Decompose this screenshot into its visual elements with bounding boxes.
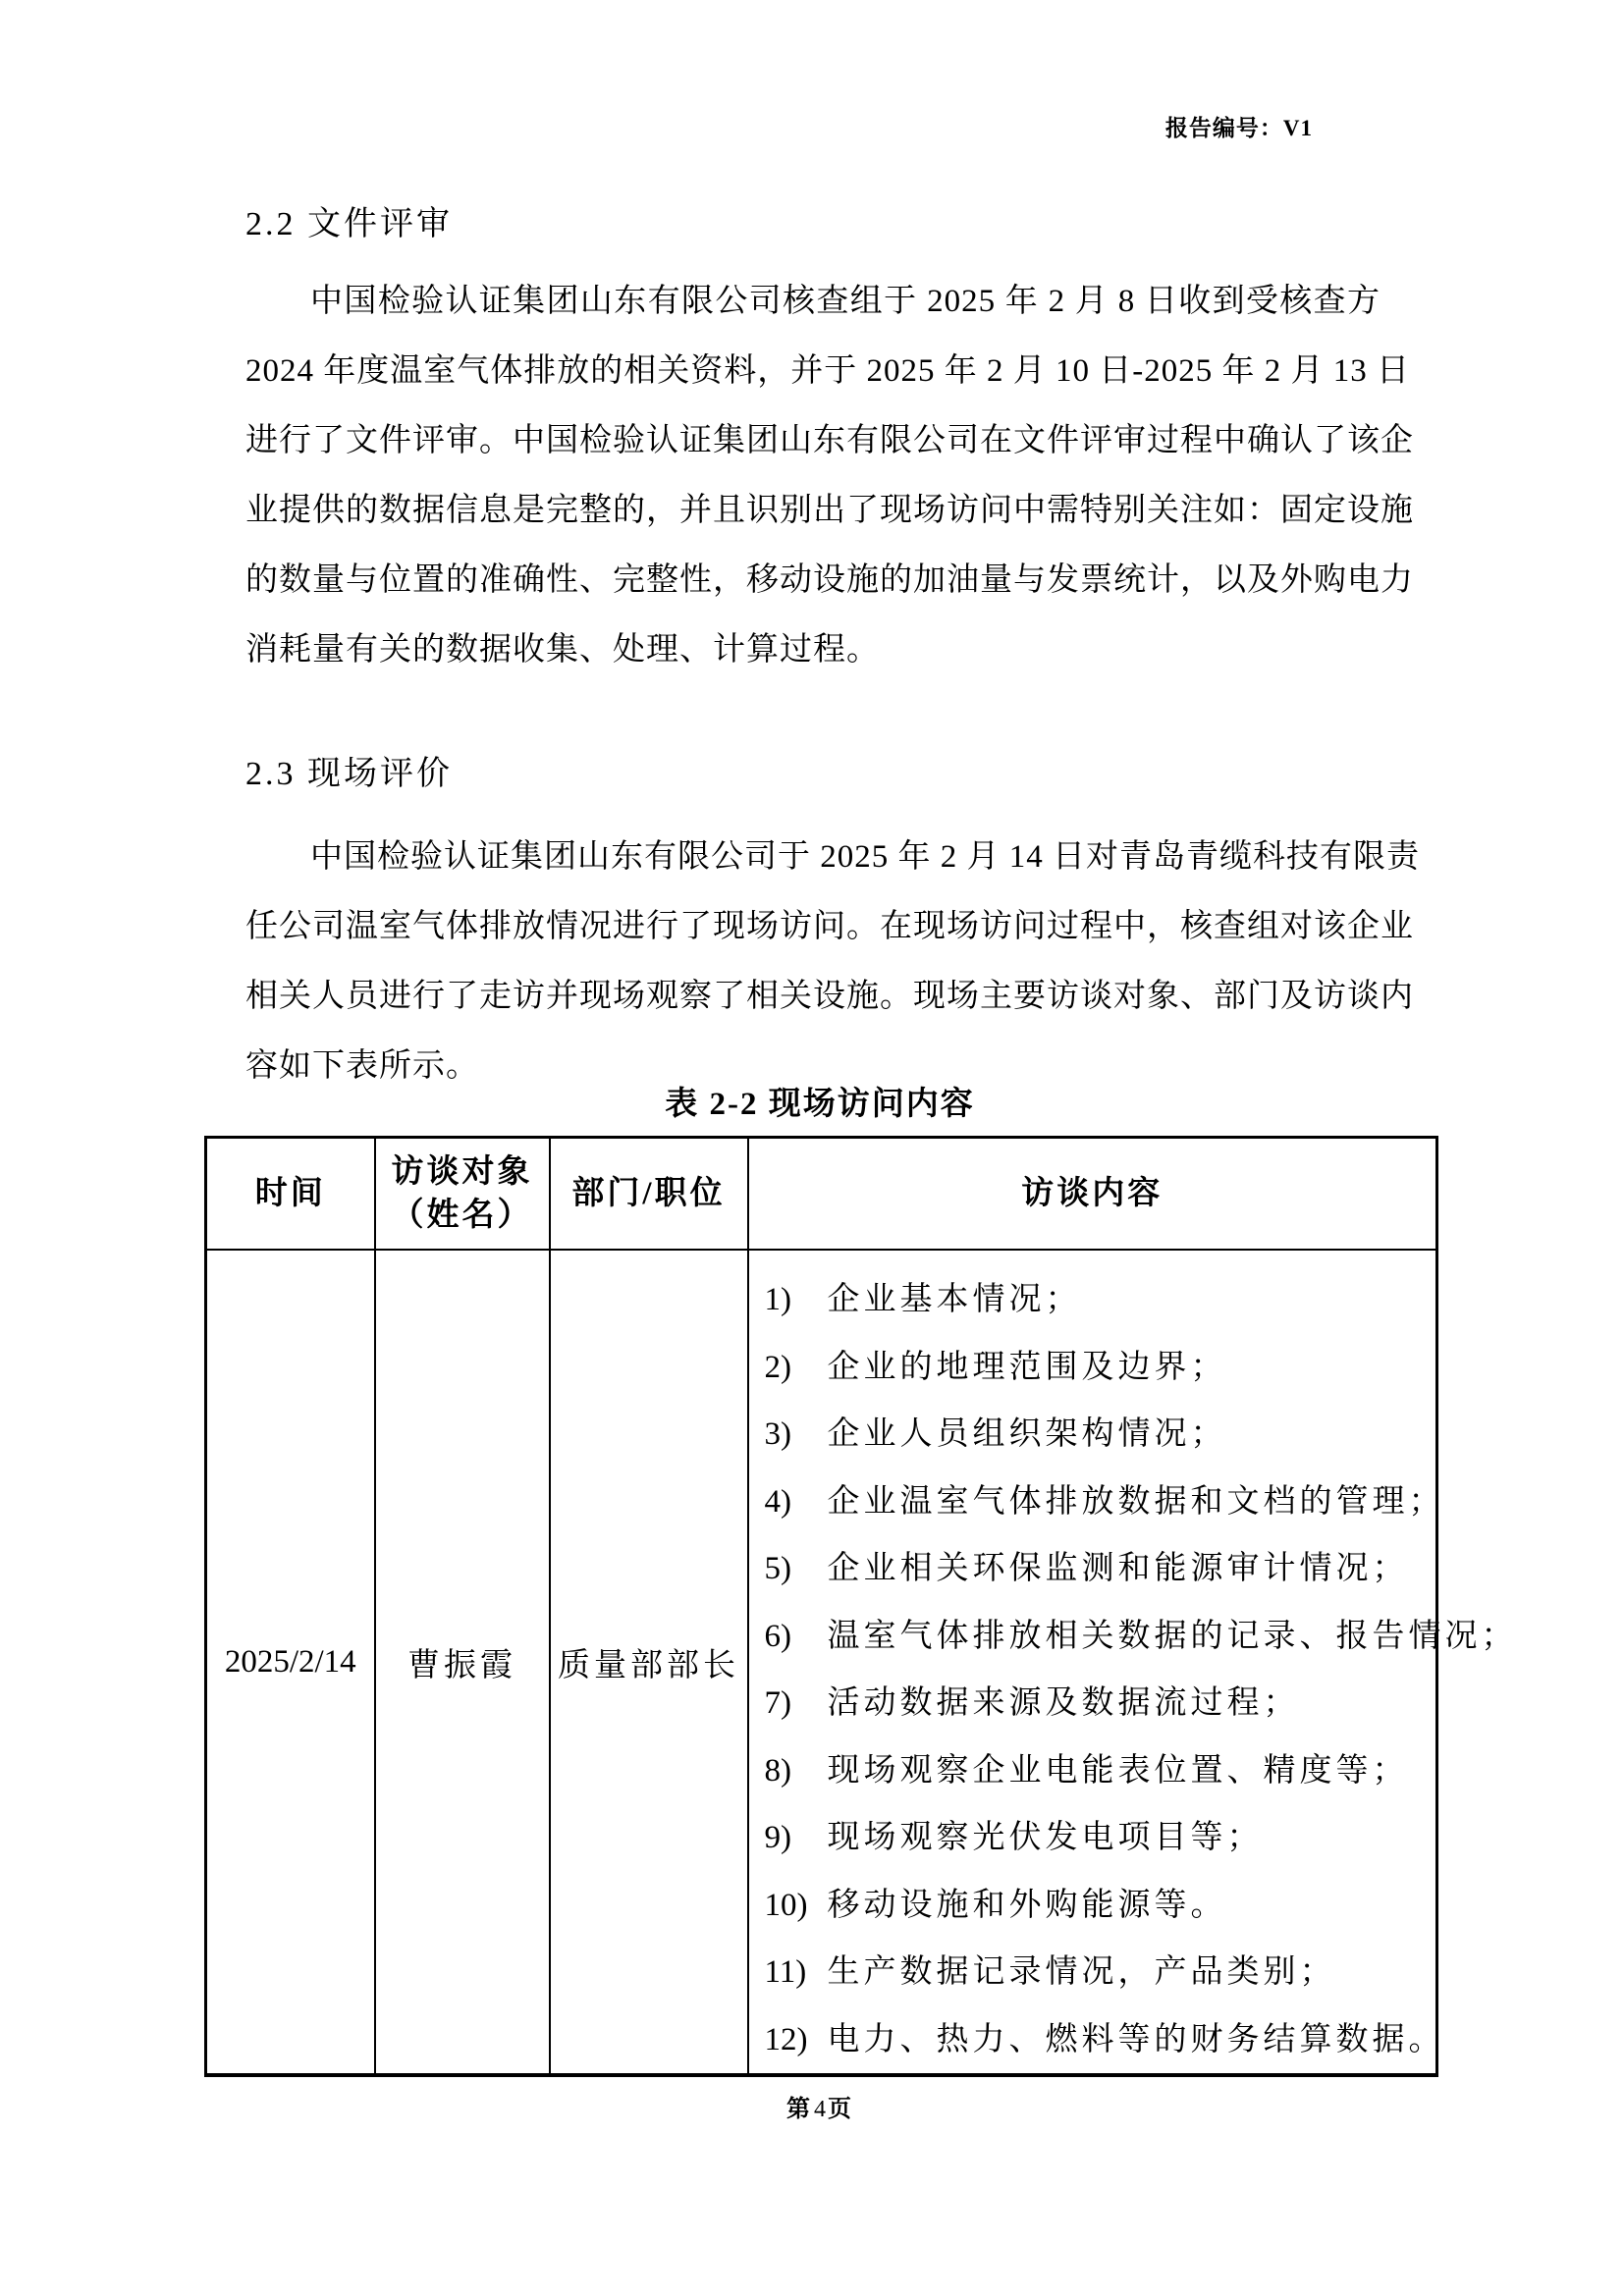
para-line: 容如下表所示。 <box>245 1048 479 1084</box>
list-item-number: 7) <box>764 1685 791 1721</box>
list-item <box>765 1401 1429 1468</box>
cell-time: 2025/2/14 <box>206 1250 375 2075</box>
site-visit-table <box>204 1136 1518 2077</box>
list-item-number: 6) <box>764 1618 791 1654</box>
list-item <box>764 1468 1445 1536</box>
page-number-prefix: 第 <box>786 2097 812 2122</box>
list-item <box>764 2006 1445 2074</box>
table-header-row <box>206 1138 1437 1251</box>
column-header-interviewee-line2: （姓名） <box>391 1198 533 1233</box>
para-line: 中国检验认证集团山东有限公司核查组于 2025 年 2 月 8 日收到受核查方 <box>310 284 1380 319</box>
list-item-number: 4) <box>764 1483 791 1520</box>
list-item-text: 温室气体排放相关数据的记录、报告情况； <box>827 1618 1518 1654</box>
para-line: 消耗量有关的数据收集、处理、计算过程。 <box>245 632 880 667</box>
list-item-number: 8) <box>764 1752 791 1789</box>
section-heading-document-review: 2.2 文件评审 <box>245 206 453 242</box>
list-item-number: 11) <box>764 1954 807 1990</box>
column-header-interviewee <box>375 1138 550 1251</box>
list-item-text: 移动设施和外购能源等。 <box>827 1887 1227 1923</box>
column-header-department: 部门/职位 <box>550 1138 748 1251</box>
list-item-text: 现场观察企业电能表位置、精度等； <box>827 1752 1409 1789</box>
para-line: 任公司温室气体排放情况进行了现场访问。在现场访问过程中，核查组对该企业 <box>245 909 1414 944</box>
section-heading-site-evaluation: 2.3 现场评价 <box>245 756 453 792</box>
column-header-time: 时间 <box>206 1138 375 1251</box>
list-item-text: 企业人员组织架构情况； <box>827 1416 1227 1452</box>
paragraph-document-review <box>245 267 1414 685</box>
list-item-number: 3) <box>764 1416 791 1452</box>
list-item <box>765 1266 1429 1334</box>
list-item-number: 5) <box>764 1551 791 1586</box>
cell-interviewee: 曹振霞 <box>375 1250 550 2075</box>
list-item <box>765 1872 1429 1940</box>
list-item-number: 2) <box>764 1349 791 1385</box>
list-item-text: 企业基本情况； <box>827 1282 1082 1317</box>
para-line: 业提供的数据信息是完整的，并且识别出了现场访问中需特别关注如：固定设施 <box>245 493 1414 528</box>
para-line: 的数量与位置的准确性、完整性，移动设施的加油量与发票统计，以及外购电力 <box>245 562 1414 598</box>
list-item-text: 电力、热力、燃料等的财务结算数据。 <box>827 2021 1445 2057</box>
list-item-text: 企业相关环保监测和能源审计情况； <box>827 1551 1409 1586</box>
list-item-number: 10) <box>764 1887 808 1923</box>
list-item-number: 1) <box>764 1282 791 1317</box>
list-item <box>765 1535 1429 1603</box>
list-item-text: 企业温室气体排放数据和文档的管理； <box>827 1483 1445 1520</box>
page-number <box>204 2089 1435 2123</box>
list-item-number: 12) <box>764 2021 808 2057</box>
list-item <box>765 1334 1429 1402</box>
column-header-interviewee-line1: 访谈对象 <box>391 1154 533 1190</box>
para-line: 2024 年度温室气体排放的相关资料，并于 2025 年 2 月 10 日-2025 年 2 月 13 日 <box>245 353 1410 389</box>
cell-interview-content <box>748 1250 1518 2075</box>
cell-department: 质量部部长 <box>550 1250 748 2075</box>
paragraph-site-evaluation <box>245 823 1420 1101</box>
list-item-text: 企业的地理范围及边界； <box>827 1349 1227 1385</box>
list-item-number: 9) <box>764 1820 791 1855</box>
list-item <box>765 1804 1429 1872</box>
list-item <box>765 1670 1429 1737</box>
para-line: 相关人员进行了走访并现场观察了相关设施。现场主要访谈对象、部门及访谈内 <box>245 979 1414 1014</box>
list-item-text: 活动数据来源及数据流过程； <box>827 1685 1300 1721</box>
list-item-text: 现场观察光伏发电项目等； <box>827 1820 1264 1855</box>
list-item <box>764 1603 1518 1671</box>
para-line: 中国检验认证集团山东有限公司于 2025 年 2 月 14 日对青岛青缆科技有限责 <box>310 839 1420 875</box>
list-item <box>765 1737 1429 1805</box>
table-caption: 表 2-2 现场访问内容 <box>665 1087 975 1122</box>
page-number-value: 4 <box>814 2097 826 2122</box>
list-item-text: 生产数据记录情况，产品类别； <box>827 1954 1336 1990</box>
report-number: 报告编号：V1 <box>1164 116 1313 140</box>
page-number-suffix: 页 <box>828 2097 853 2122</box>
para-line: 进行了文件评审。中国检验认证集团山东有限公司在文件评审过程中确认了该企 <box>245 423 1414 458</box>
column-header-content: 访谈内容 <box>748 1138 1437 1251</box>
table-row <box>206 1250 1437 2075</box>
list-item <box>765 1939 1429 2006</box>
